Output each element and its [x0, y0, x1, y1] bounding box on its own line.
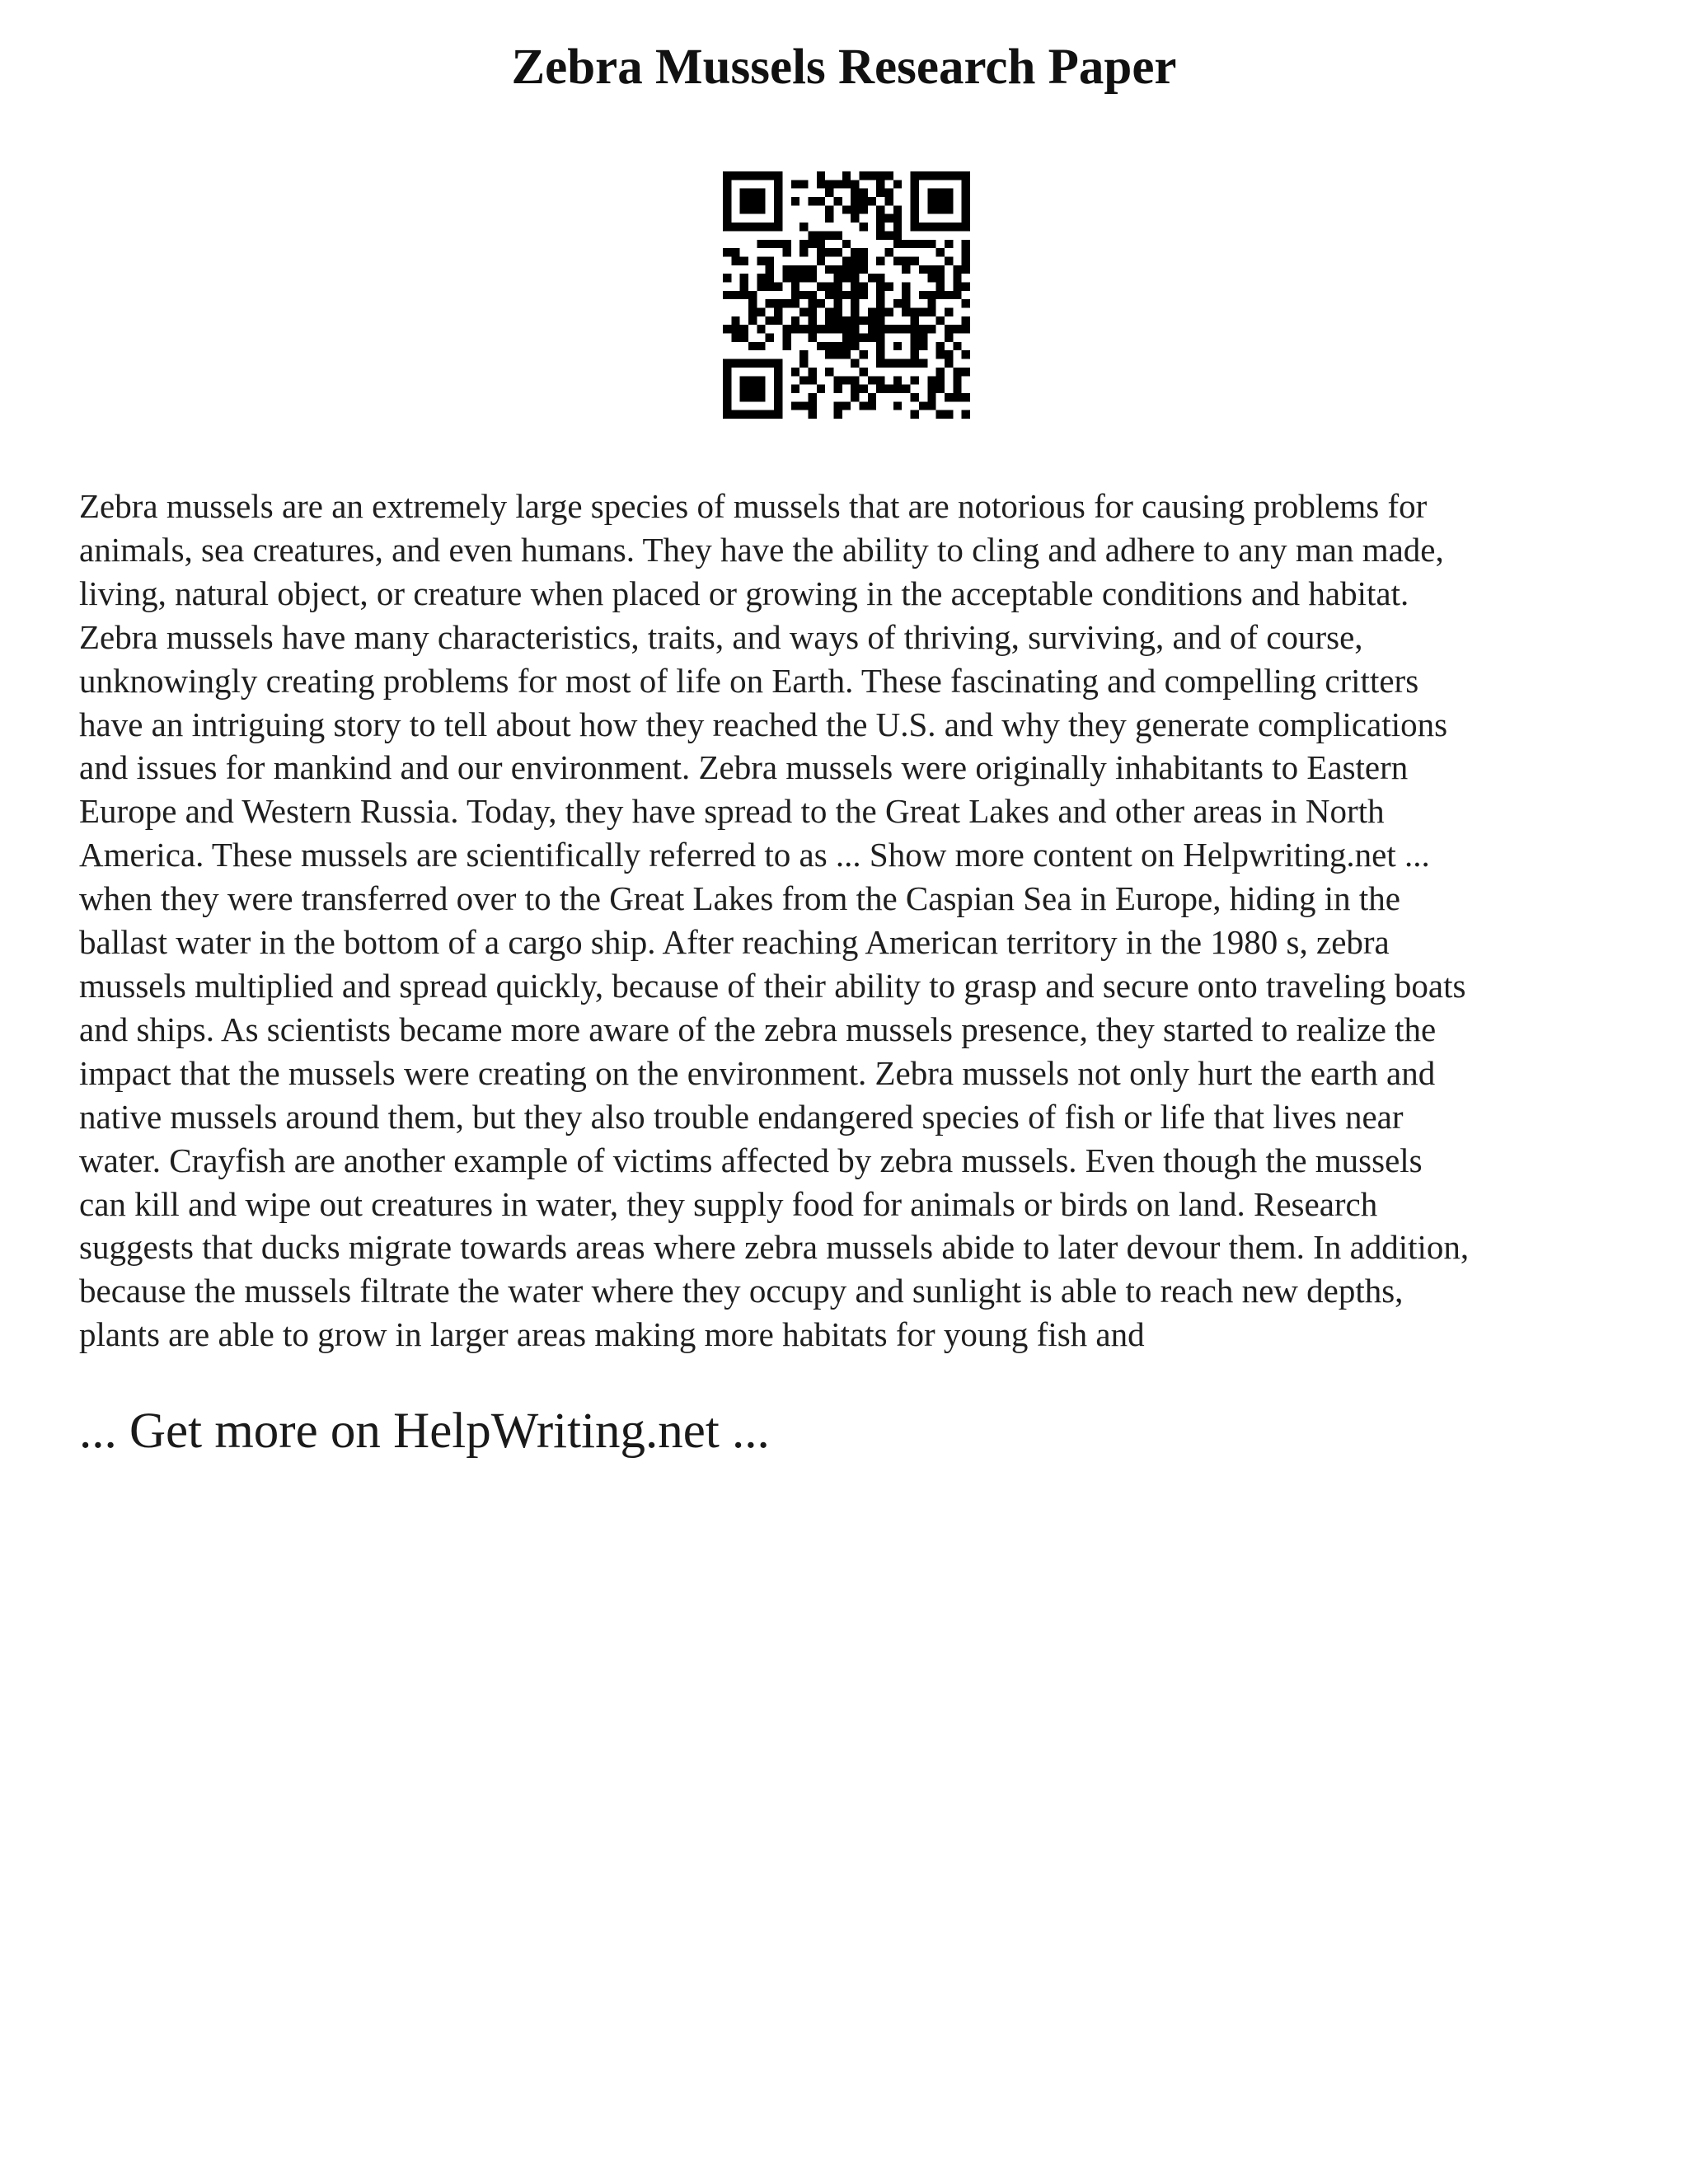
body-line: unknowingly creating problems for most of life on Earth. These fascinating and compelling critters [79, 661, 1419, 700]
body-line: Zebra mussels are an extremely large species of mussels that are notorious for causing problems for [79, 487, 1428, 525]
body-line: suggests that ducks migrate towards areas where zebra mussels abide to later devour them. In addition, [79, 1228, 1470, 1267]
body-line: native mussels around them, but they also trouble endangered species of fish or life that lives near [79, 1097, 1404, 1136]
body-line: and issues for mankind and our environment. Zebra mussels were originally inhabitants to Eastern [79, 748, 1409, 787]
body-line: and ships. As scientists became more aware of the zebra mussels presence, they started to realize the [79, 1010, 1437, 1048]
body-line: Europe and Western Russia. Today, they have spread to the Great Lakes and other areas in North [79, 792, 1385, 831]
body-line: can kill and wipe out creatures in water, they supply food for animals or birds on land. Research [79, 1184, 1378, 1223]
body-line: America. These mussels are scientifically referred to as ... Show more content on Helpwriting.net ... [79, 836, 1430, 874]
body-line: living, natural object, or creature when placed or growing in the acceptable conditions and habitat. [79, 574, 1409, 612]
body-line: mussels multiplied and spread quickly, because of their ability to grasp and secure onto traveling boats [79, 966, 1466, 1005]
body-line: ballast water in the bottom of a cargo ship. After reaching American territory in the 1980 s, zebra [79, 923, 1390, 962]
body-line: animals, sea creatures, and even humans. They have the ability to cling and adhere to any man made, [79, 530, 1444, 569]
page-title: Zebra Mussels Research Paper [511, 40, 1177, 95]
body-line: have an intriguing story to tell about how they reached the U.S. and why they generate complications [79, 705, 1448, 743]
body-paragraph [79, 485, 1629, 1357]
body-line: Zebra mussels have many characteristics, traits, and ways of thriving, surviving, and of course, [79, 617, 1363, 656]
qr-code-icon [723, 171, 970, 419]
get-more-link[interactable]: ... Get more on HelpWriting.net ... [79, 1404, 770, 1459]
body-line: when they were transferred over to the Great Lakes from the Caspian Sea in Europe, hiding in the [79, 879, 1401, 918]
body-line: because the mussels filtrate the water where they occupy and sunlight is able to reach new depths, [79, 1272, 1404, 1310]
body-line: water. Crayfish are another example of victims affected by zebra mussels. Even though the mussels [79, 1141, 1423, 1179]
body-line: plants are able to grow in larger areas making more habitats for young fish and [79, 1315, 1145, 1354]
body-line: impact that the mussels were creating on the environment. Zebra mussels not only hurt the earth and [79, 1053, 1436, 1092]
